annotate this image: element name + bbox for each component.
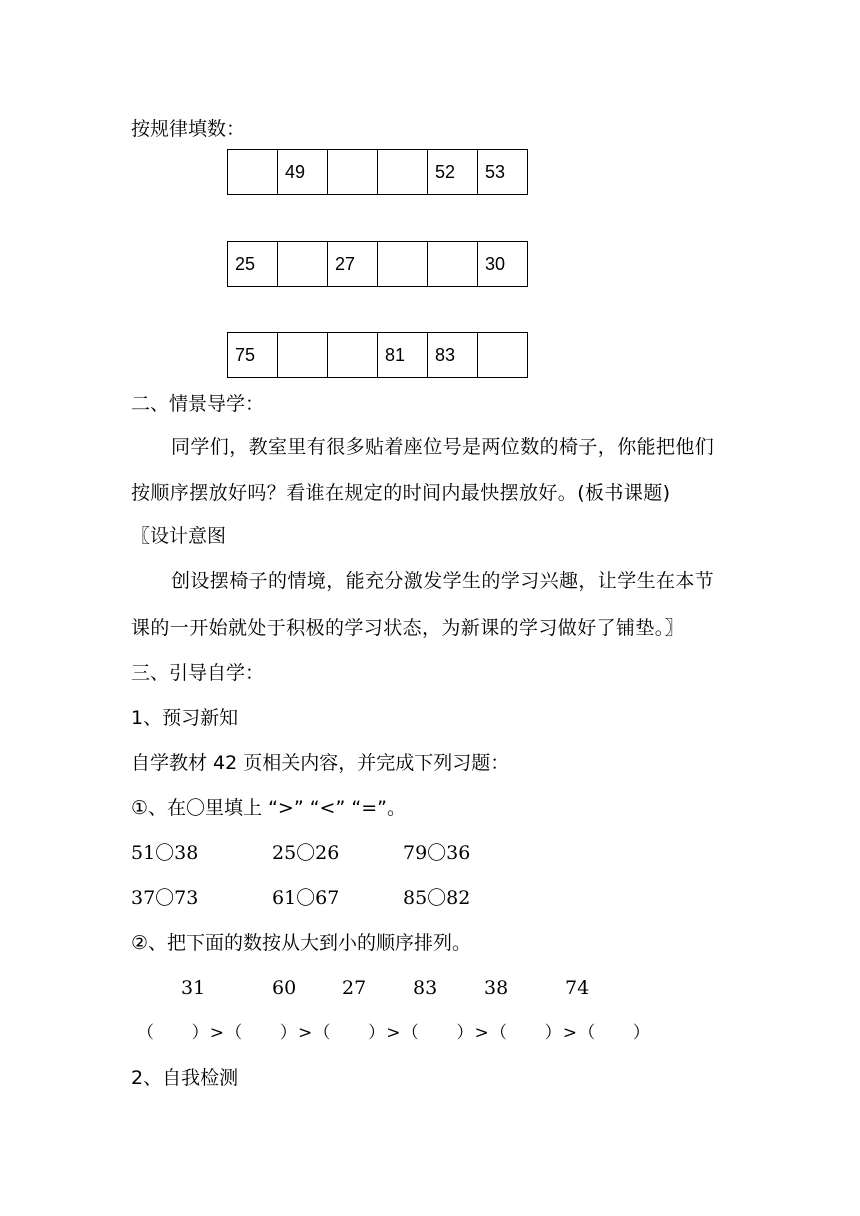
section2-paragraph-line1: 同学们，教室里有很多贴着座位号是两位数的椅子，你能把他们	[171, 436, 715, 458]
sequence-cell[interactable]	[328, 333, 378, 378]
sequence-cell[interactable]: 83	[428, 333, 478, 378]
item2-self-check: 2、自我检测	[131, 1067, 239, 1089]
question2: ②、把下面的数按从大到小的顺序排列。	[131, 932, 472, 954]
sequence-cell[interactable]	[378, 242, 428, 287]
number-item: 27	[342, 977, 367, 999]
sequence-table-3	[227, 332, 528, 378]
compare-item[interactable]: 85〇82	[403, 887, 471, 909]
design-intent-line1: 创设摆椅子的情境，能充分激发学生的学习兴趣，让学生在本节	[171, 570, 715, 592]
sequence-cell[interactable]	[478, 333, 528, 378]
sequence-cell[interactable]: 49	[278, 150, 328, 195]
question1: ①、在〇里填上 “>” “<” “=”。	[131, 797, 406, 819]
compare-item[interactable]: 61〇67	[272, 887, 340, 909]
sequence-cell[interactable]	[228, 150, 278, 195]
sequence-cell[interactable]: 75	[228, 333, 278, 378]
compare-item[interactable]: 37〇73	[131, 887, 199, 909]
design-intent-line2: 课的一开始就处于积极的学习状态，为新课的学习做好了铺垫。〗	[131, 617, 685, 639]
ordering-blanks[interactable]: （ ）>（ ）>（ ）>（ ）>（ ）>（ ）	[137, 1023, 652, 1043]
number-item: 38	[484, 977, 509, 999]
sequence-cell[interactable]: 27	[328, 242, 378, 287]
compare-item[interactable]: 25〇26	[272, 842, 340, 864]
section2-paragraph-line2: 按顺序摆放好吗？看谁在规定的时间内最快摆放好。(板书课题)	[131, 482, 671, 504]
item1-preview: 1、预习新知	[131, 707, 239, 729]
sequence-cell[interactable]: 53	[478, 150, 528, 195]
sequence-cell[interactable]	[278, 242, 328, 287]
fill-heading: 按规律填数：	[131, 118, 246, 140]
compare-item[interactable]: 51〇38	[131, 842, 199, 864]
self-study-instruction: 自学教材 42 页相关内容，并完成下列习题：	[131, 752, 510, 774]
sequence-cell[interactable]: 30	[478, 242, 528, 287]
sequence-cell[interactable]	[428, 242, 478, 287]
sequence-cell[interactable]: 25	[228, 242, 278, 287]
sequence-cell[interactable]	[328, 150, 378, 195]
section3-title: 三、引导自学：	[131, 662, 265, 684]
number-item: 83	[413, 977, 438, 999]
sequence-table-1	[227, 149, 528, 195]
sequence-cell[interactable]	[278, 333, 328, 378]
sequence-table-2	[227, 241, 528, 287]
number-item: 74	[565, 977, 590, 999]
section2-title: 二、情景导学：	[131, 393, 265, 415]
design-intent-label: 〖设计意图	[131, 525, 227, 547]
compare-item[interactable]: 79〇36	[403, 842, 471, 864]
number-item: 31	[181, 977, 206, 999]
sequence-cell[interactable]	[378, 150, 428, 195]
sequence-cell[interactable]: 52	[428, 150, 478, 195]
number-item: 60	[272, 977, 297, 999]
sequence-cell[interactable]: 81	[378, 333, 428, 378]
